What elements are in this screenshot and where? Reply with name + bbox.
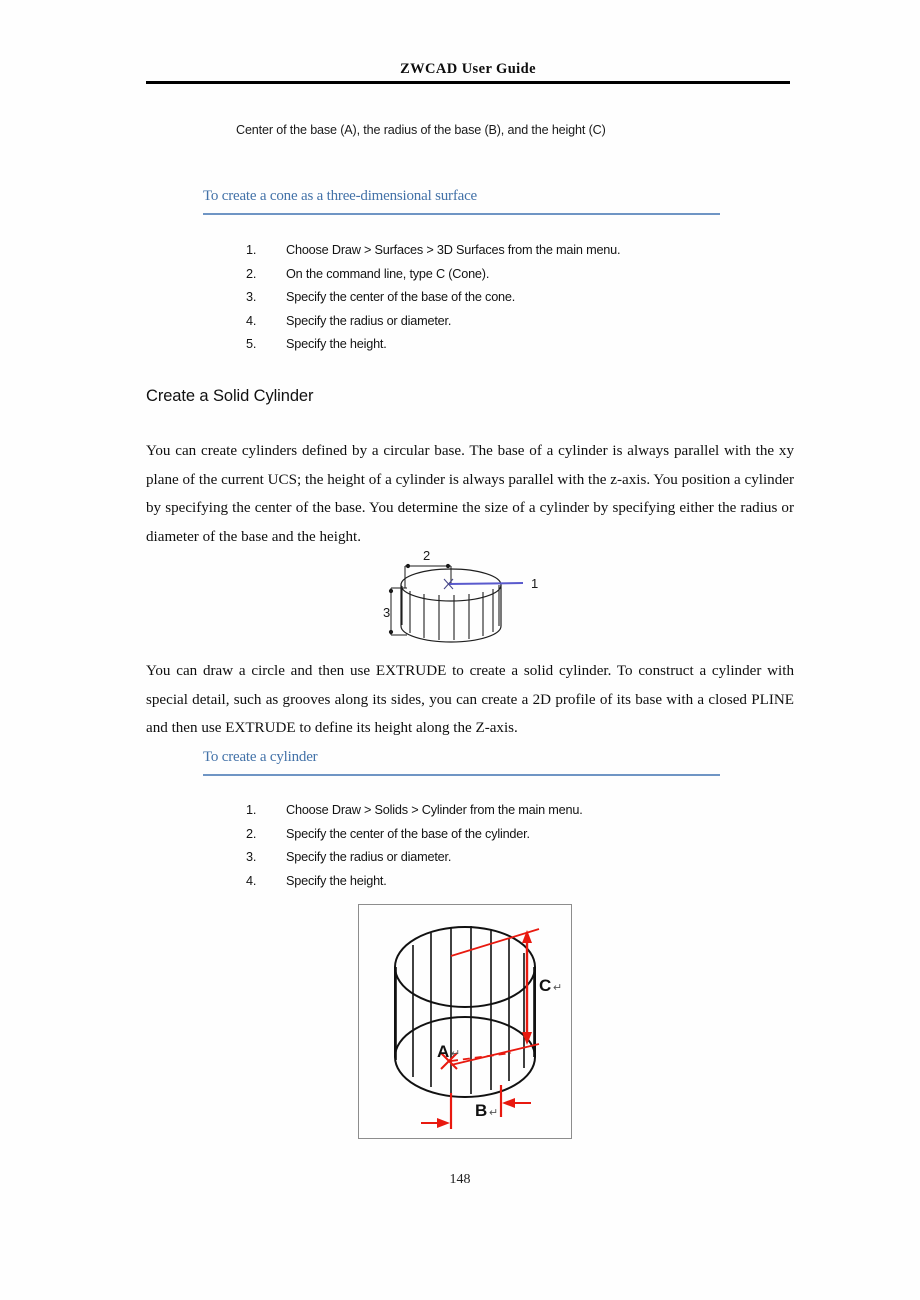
list-item [246, 799, 583, 823]
header-rule [146, 81, 790, 84]
label-c: C [539, 976, 552, 995]
list-item-text: Choose Draw > Solids > Cylinder from the main menu. [286, 803, 583, 817]
list-item-text: Specify the radius or diameter. [286, 313, 452, 328]
list-item-text: Specify the height. [286, 873, 387, 888]
label-a: A [437, 1042, 450, 1061]
heading-create-cone-label: To create a cone as a three-dimensional surface [203, 188, 477, 204]
list-item [246, 263, 620, 287]
leader-line-bottom [451, 1044, 539, 1065]
list-item-number: 2. [246, 266, 257, 281]
heading-create-cylinder [203, 749, 720, 776]
cylinder-bottom-arc [401, 626, 501, 642]
list-item [246, 310, 620, 334]
page-header [146, 60, 790, 84]
radius-line-blue [449, 583, 523, 584]
cylinder-steps-list [246, 799, 583, 893]
cone-steps-list [246, 239, 620, 357]
dimension-label-2: 2 [423, 548, 431, 563]
label-b: B [475, 1101, 488, 1120]
page-title: Create a Solid Cylinder [146, 387, 314, 405]
heading-rule [203, 774, 720, 776]
dimension-label-3: 3 [383, 605, 391, 620]
label-b-mark: ↵ [489, 1107, 499, 1119]
heading-rule [203, 213, 720, 215]
list-item [246, 846, 583, 870]
dimension-2-tick-left [406, 564, 410, 568]
label-a-mark: ↵ [451, 1048, 461, 1060]
list-item-text: On the command line, type C (Cone). [286, 266, 490, 281]
cylinder-side-lines [402, 585, 499, 640]
dimension-2-tick-right [446, 564, 450, 568]
figure-cylinder-abc [358, 904, 572, 1139]
list-item-number: 2. [246, 826, 257, 841]
dimension-3-tick-top [389, 589, 393, 593]
cylinder-top-ellipse [395, 927, 535, 1007]
heading-create-cylinder-label: To create a cylinder [203, 749, 318, 765]
list-item [246, 333, 620, 357]
dimension-3-tick-bottom [389, 630, 393, 634]
paragraph-cylinder-intro: You can create cylinders defined by a circular base. The base of a cylinder is always parallel with the xy plane of the current UCS; the height of a cylinder is always parallel with the z-axis. You position a cylinder by specifying the center of the base. You determine the size of a cylinder by specifying either the radius or diameter of the base and the height. [146, 443, 794, 545]
cylinder-bottom-ellipse [395, 1017, 535, 1097]
list-item-number: 3. [246, 290, 257, 305]
dimension-3-lines [391, 588, 407, 635]
heading-create-cone [203, 188, 720, 215]
figure-cylinder-dimensions [383, 543, 549, 651]
list-item [246, 870, 583, 894]
arrowhead-right [437, 1118, 450, 1128]
list-item-number: 4. [246, 313, 257, 328]
list-item-number: 1. [246, 243, 257, 257]
list-item-text: Specify the radius or diameter. [286, 850, 452, 865]
list-item-text: Specify the height. [286, 337, 387, 352]
list-item-number: 3. [246, 850, 257, 865]
list-item [246, 286, 620, 310]
list-item [246, 239, 620, 263]
list-item-number: 1. [246, 803, 257, 817]
list-item-text: Specify the center of the base of the cone. [286, 290, 516, 305]
arrowhead-left [502, 1098, 515, 1108]
list-item-number: 4. [246, 873, 257, 888]
header-title: ZWCAD User Guide [400, 61, 536, 77]
label-c-mark: ↵ [553, 982, 563, 994]
paragraph-cylinder-extrude: You can draw a circle and then use EXTRUDE to create a solid cylinder. To construct a cylinder with special detail, such as grooves along its sides, you can create a 2D profile of its base with a closed PLINE and then use EXTRUDE to define its height along the Z-axis. [146, 663, 794, 736]
list-item [246, 823, 583, 847]
figure-caption-top: Center of the base (A), the radius of the base (B), and the height (C) [236, 123, 606, 137]
page-number: 148 [449, 1172, 471, 1187]
dimension-label-1: 1 [531, 576, 539, 591]
list-item-text: Choose Draw > Surfaces > 3D Surfaces from the main menu. [286, 243, 621, 257]
list-item-text: Specify the center of the base of the cylinder. [286, 826, 530, 841]
list-item-number: 5. [246, 337, 257, 352]
